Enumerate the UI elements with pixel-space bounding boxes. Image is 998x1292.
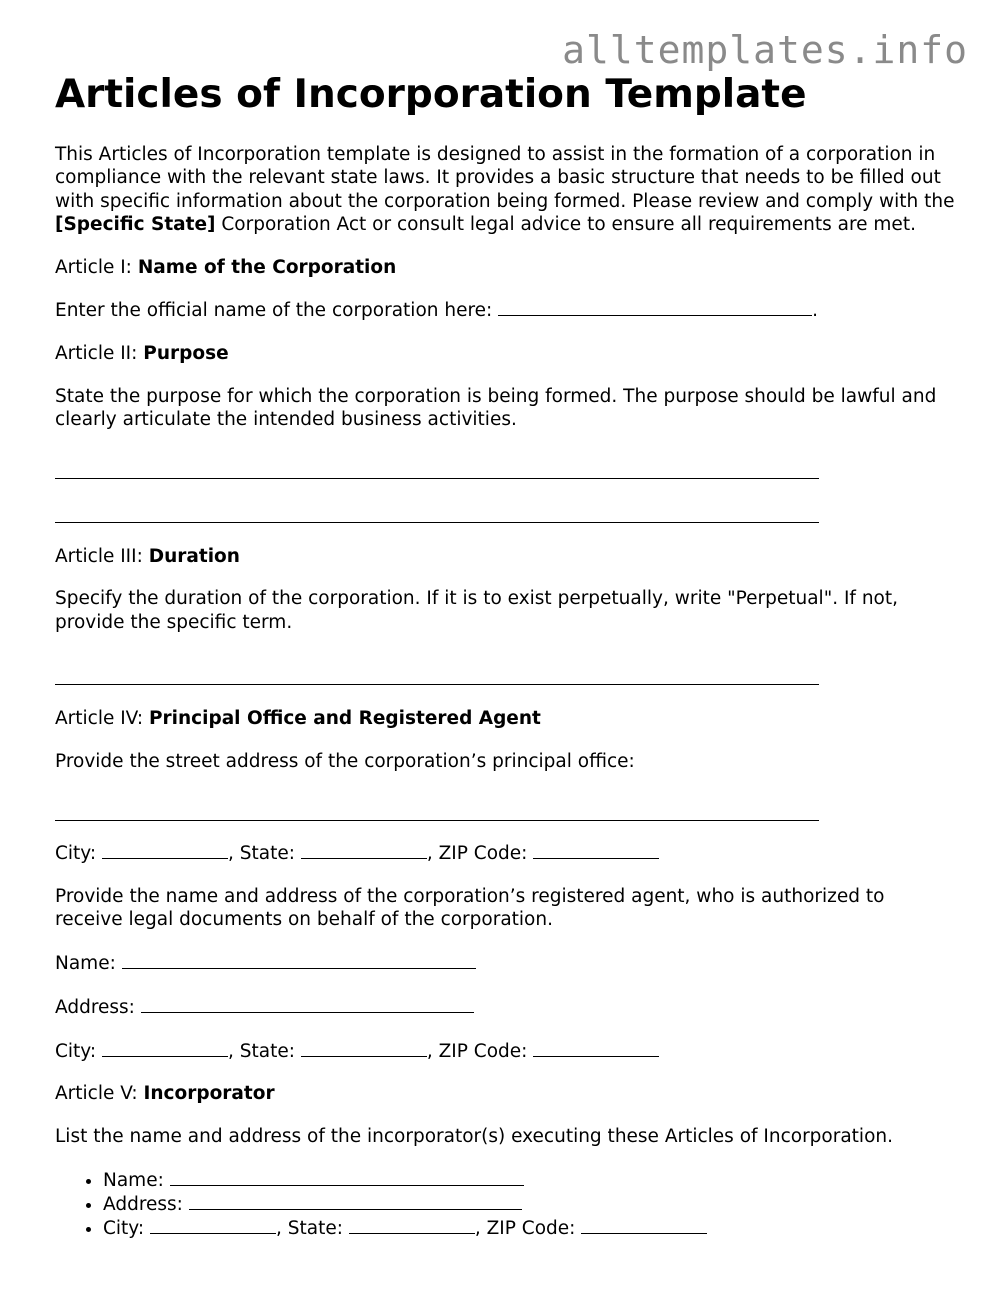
incorporator-name-blank[interactable] bbox=[170, 1168, 524, 1186]
purpose-blank-line-2[interactable] bbox=[55, 522, 819, 523]
document-title: Articles of Incorporation Template bbox=[55, 72, 807, 117]
duration-blank-line[interactable] bbox=[55, 684, 819, 685]
article-2-heading: Article II: Purpose bbox=[55, 343, 229, 365]
article-5-text: List the name and address of the incorporator(s) executing these Articles of Incorporation. bbox=[55, 1126, 894, 1148]
agent-name-line: Name: bbox=[55, 951, 955, 975]
specific-state-placeholder: [Specific State] bbox=[55, 213, 216, 235]
article-4-agent-text: Provide the name and address of the corporation’s registered agent, who is authorized to receive legal documents on behalf of the corporation. bbox=[55, 885, 885, 931]
agent-address-line: Address: bbox=[55, 995, 955, 1019]
incorporator-list bbox=[55, 1168, 955, 1241]
intro-paragraph: This Articles of Incorporation template is designed to assist in the formation of a corporation in compliance with the relevant state laws. It provides a basic structure that needs to be filled out with specific information about the corporation being formed. Please review and comply with the [Specific State] Corporation Act or consult legal advice to ensure all requirements are met. bbox=[55, 144, 955, 235]
agent-city-state-zip: City: , State: , ZIP Code: bbox=[55, 1039, 955, 1063]
incorporator-address-item: • Address: bbox=[103, 1192, 955, 1216]
agent-state-blank[interactable] bbox=[301, 1039, 427, 1057]
article-3-heading: Article III: Duration bbox=[55, 545, 240, 567]
agent-name-blank[interactable] bbox=[122, 951, 476, 969]
office-city-blank[interactable] bbox=[102, 841, 228, 859]
office-zip-blank[interactable] bbox=[533, 841, 659, 859]
agent-zip-blank[interactable] bbox=[533, 1039, 659, 1057]
incorporator-city-blank[interactable] bbox=[150, 1216, 276, 1234]
office-address-blank-line[interactable] bbox=[55, 820, 819, 821]
article-5-heading: Article V: Incorporator bbox=[55, 1083, 275, 1105]
watermark: alltemplates.info bbox=[562, 28, 968, 72]
article-4-heading: Article IV: Principal Office and Registered Agent bbox=[55, 708, 541, 730]
office-city-state-zip: City: , State: , ZIP Code: bbox=[55, 841, 955, 865]
incorporator-zip-blank[interactable] bbox=[581, 1216, 707, 1234]
incorporator-address-blank[interactable] bbox=[189, 1192, 522, 1210]
article-1-text: Enter the official name of the corporation here: . bbox=[55, 300, 819, 322]
office-state-blank[interactable] bbox=[301, 841, 427, 859]
article-3-text: Specify the duration of the corporation. If it is to exist perpetually, write "Perpetual". If not, provide the specific term. bbox=[55, 588, 898, 633]
incorporator-state-blank[interactable] bbox=[349, 1216, 475, 1234]
purpose-blank-line-1[interactable] bbox=[55, 478, 819, 479]
document-page bbox=[55, 72, 955, 1240]
article-1-heading: Article I: Name of the Corporation bbox=[55, 256, 397, 278]
agent-city-blank[interactable] bbox=[102, 1039, 228, 1057]
agent-address-blank[interactable] bbox=[141, 995, 474, 1013]
article-4-office-text: Provide the street address of the corporation’s principal office: bbox=[55, 750, 635, 772]
incorporator-name-item: • Name: bbox=[103, 1168, 955, 1192]
article-2-text: State the purpose for which the corporation is being formed. The purpose should be lawful and clearly articulate the intended business activities. bbox=[55, 386, 937, 431]
corporation-name-blank[interactable] bbox=[498, 298, 812, 316]
incorporator-city-state-zip-item: • City: , State: , ZIP Code: bbox=[103, 1216, 955, 1240]
